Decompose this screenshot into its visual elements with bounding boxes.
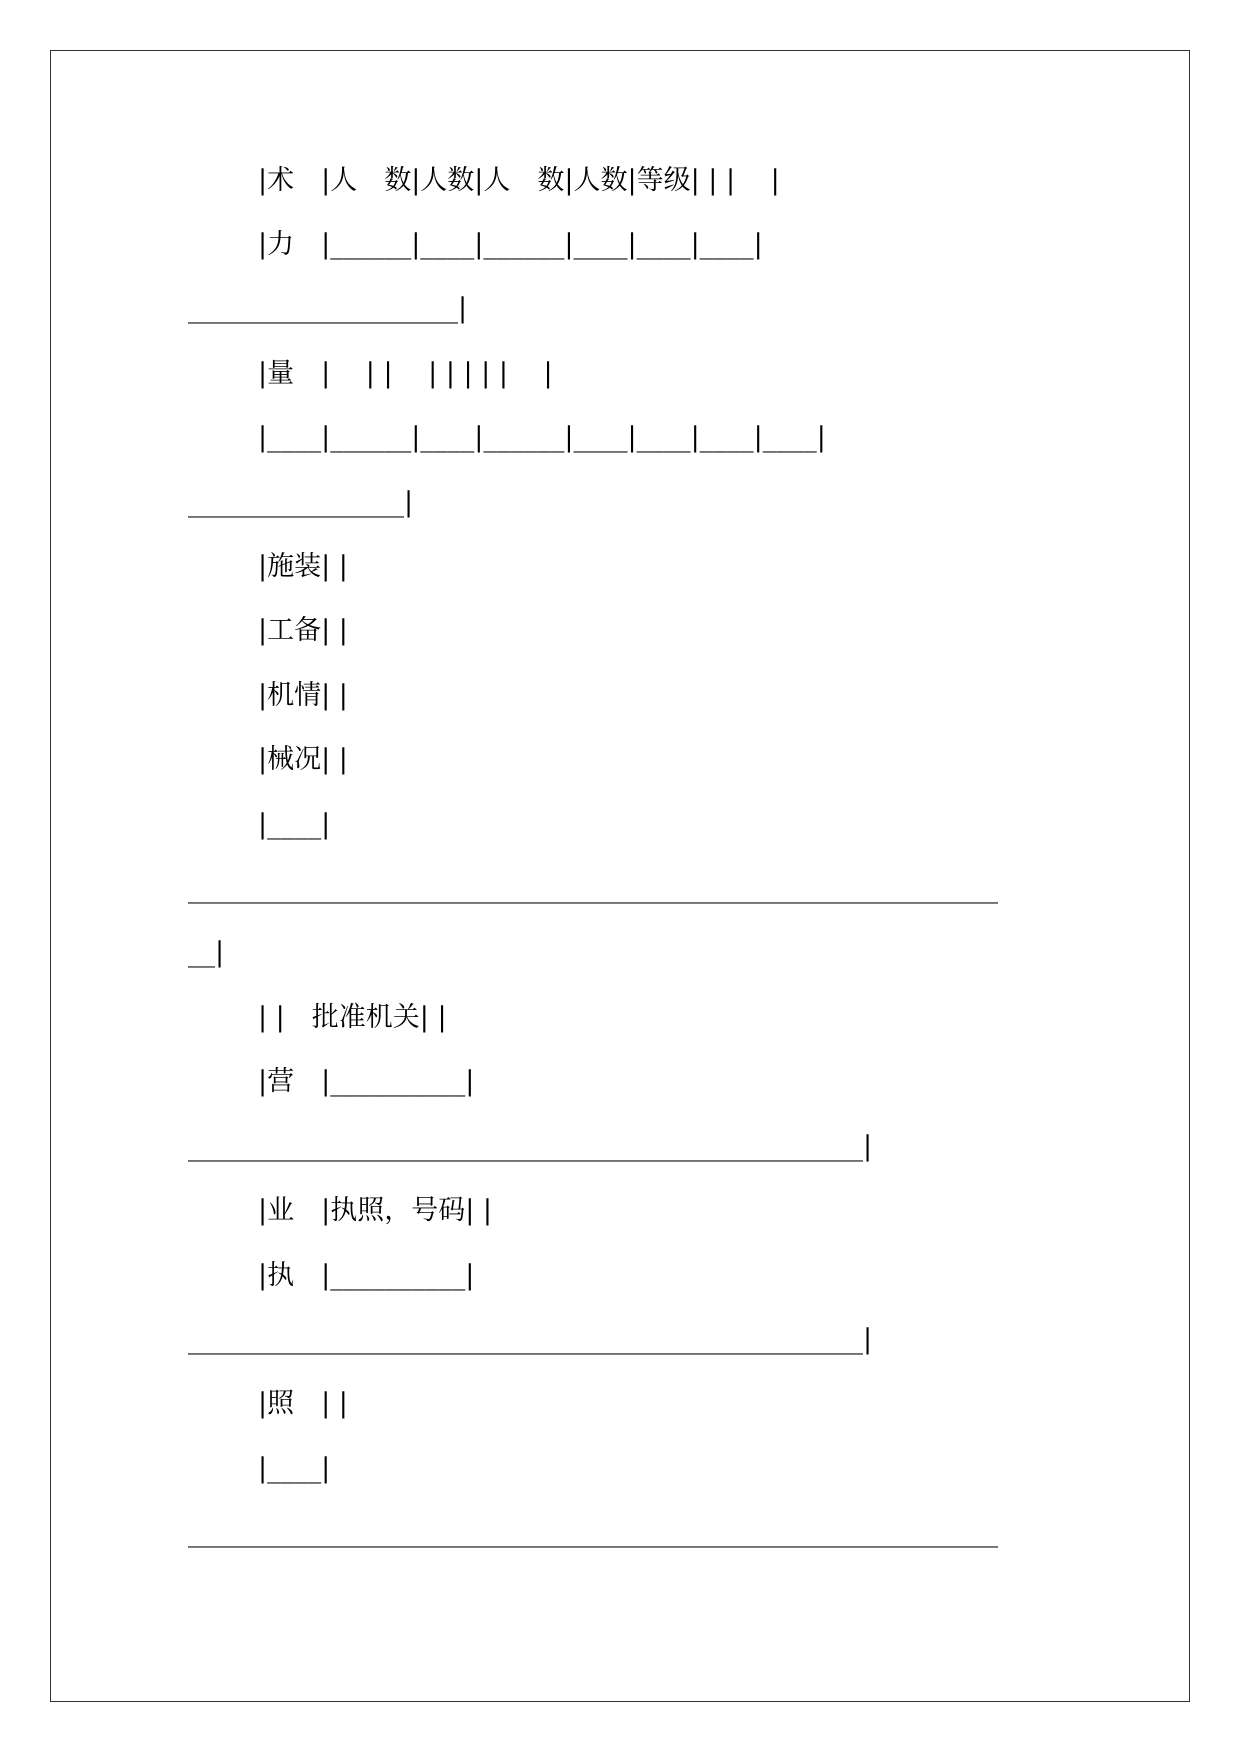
- table-row-technical-force-header: |术 |人 数|人数|人 数|人数|等级| | | |: [258, 165, 780, 196]
- table-row-license-number: |业 |执照，号码| |: [258, 1195, 492, 1226]
- table-row-license-photo-underline: |____|: [258, 1453, 331, 1484]
- table-row-equipment-underline: |____|: [258, 809, 331, 840]
- table-row-equipment-4: |械况| |: [258, 744, 348, 775]
- table-row-approval-authority: | | 批准机关| |: [258, 1002, 447, 1033]
- table-row-business-underline: |营 |__________|: [258, 1066, 475, 1097]
- table-row-quantity-underline: |____|______|____|______|____|____|____|____|: [258, 422, 826, 453]
- table-divider-long: ____________________________________________________________: [188, 873, 998, 904]
- table-row-business-continuation: __________________________________________________|: [188, 1131, 873, 1162]
- table-row-license-underline: |执 |__________|: [258, 1260, 475, 1291]
- table-row-license-continuation: __________________________________________________|: [188, 1324, 873, 1355]
- table-row-technical-force-continuation: ____________________|: [188, 293, 468, 324]
- table-row-equipment-2: |工备| |: [258, 615, 348, 646]
- table-row-equipment-1: |施装| |: [258, 551, 348, 582]
- table-row-license-photo: |照 | |: [258, 1388, 348, 1419]
- table-divider-tail: __|: [188, 937, 225, 968]
- table-row-equipment-3: |机情| |: [258, 680, 348, 711]
- table-row-quantity: |量 | | | | | | | | |: [258, 358, 553, 389]
- table-divider-bottom: ____________________________________________________________: [188, 1517, 998, 1548]
- table-row-technical-force-underline: |力 |______|____|______|____|____|____|: [258, 229, 763, 260]
- table-row-quantity-continuation: ________________|: [188, 487, 414, 518]
